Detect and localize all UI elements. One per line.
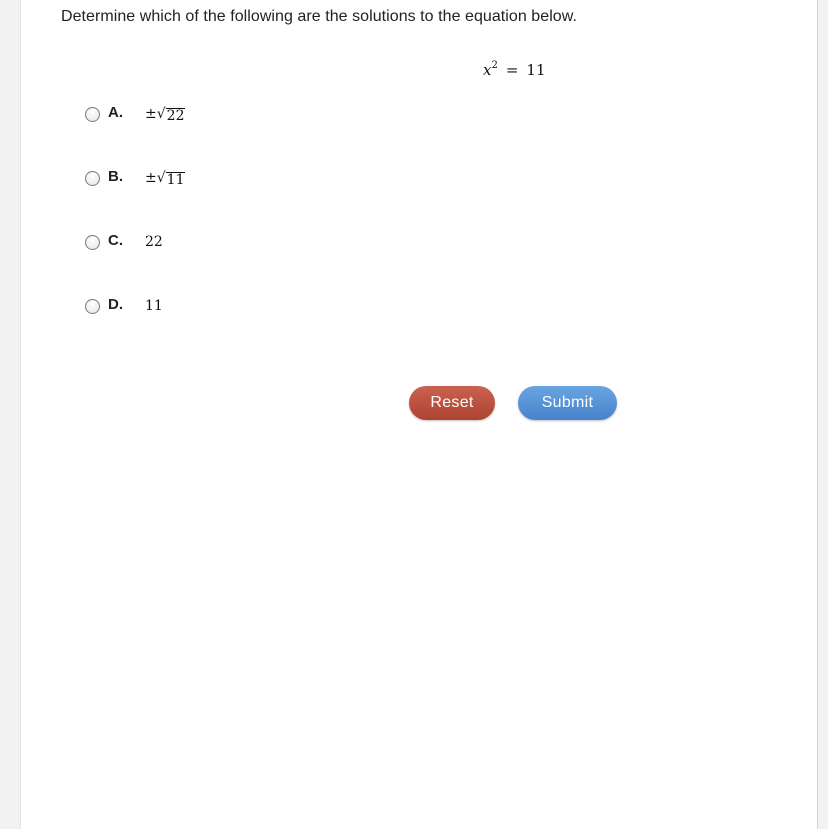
option-c-letter: C. [108, 232, 123, 249]
option-c-answer: 22 [145, 234, 163, 250]
equation-equals: = [505, 61, 519, 79]
radical-sign: √ [156, 106, 166, 122]
radical-sign: √ [156, 170, 166, 186]
option-a[interactable] [85, 103, 185, 125]
radicand: 11 [166, 172, 185, 188]
option-b-answer [145, 170, 185, 187]
option-b-letter: B. [108, 168, 123, 185]
option-a-answer [145, 106, 185, 123]
option-d-answer: 11 [145, 298, 163, 314]
plus-minus-sign: ± [145, 170, 157, 186]
option-a-letter: A. [108, 104, 123, 121]
option-c[interactable] [85, 231, 163, 253]
equation-rhs: 11 [526, 61, 546, 79]
question-text: Determine which of the following are the solutions to the equation below. [61, 8, 577, 25]
equation-variable: x [483, 61, 492, 79]
reset-button[interactable]: Reset [409, 386, 495, 420]
option-b-radio[interactable] [85, 171, 100, 186]
sqrt-expression [157, 106, 186, 123]
submit-button[interactable]: Submit [518, 386, 617, 420]
option-a-radio[interactable] [85, 107, 100, 122]
question-panel [20, 0, 818, 829]
equation [483, 60, 546, 79]
option-c-radio[interactable] [85, 235, 100, 250]
sqrt-expression [157, 170, 186, 187]
radicand: 22 [166, 108, 185, 124]
equation-exponent: 2 [491, 60, 498, 71]
option-d-letter: D. [108, 296, 123, 313]
plus-minus-sign: ± [145, 106, 157, 122]
option-d[interactable] [85, 295, 163, 317]
option-b[interactable] [85, 167, 185, 189]
option-d-radio[interactable] [85, 299, 100, 314]
